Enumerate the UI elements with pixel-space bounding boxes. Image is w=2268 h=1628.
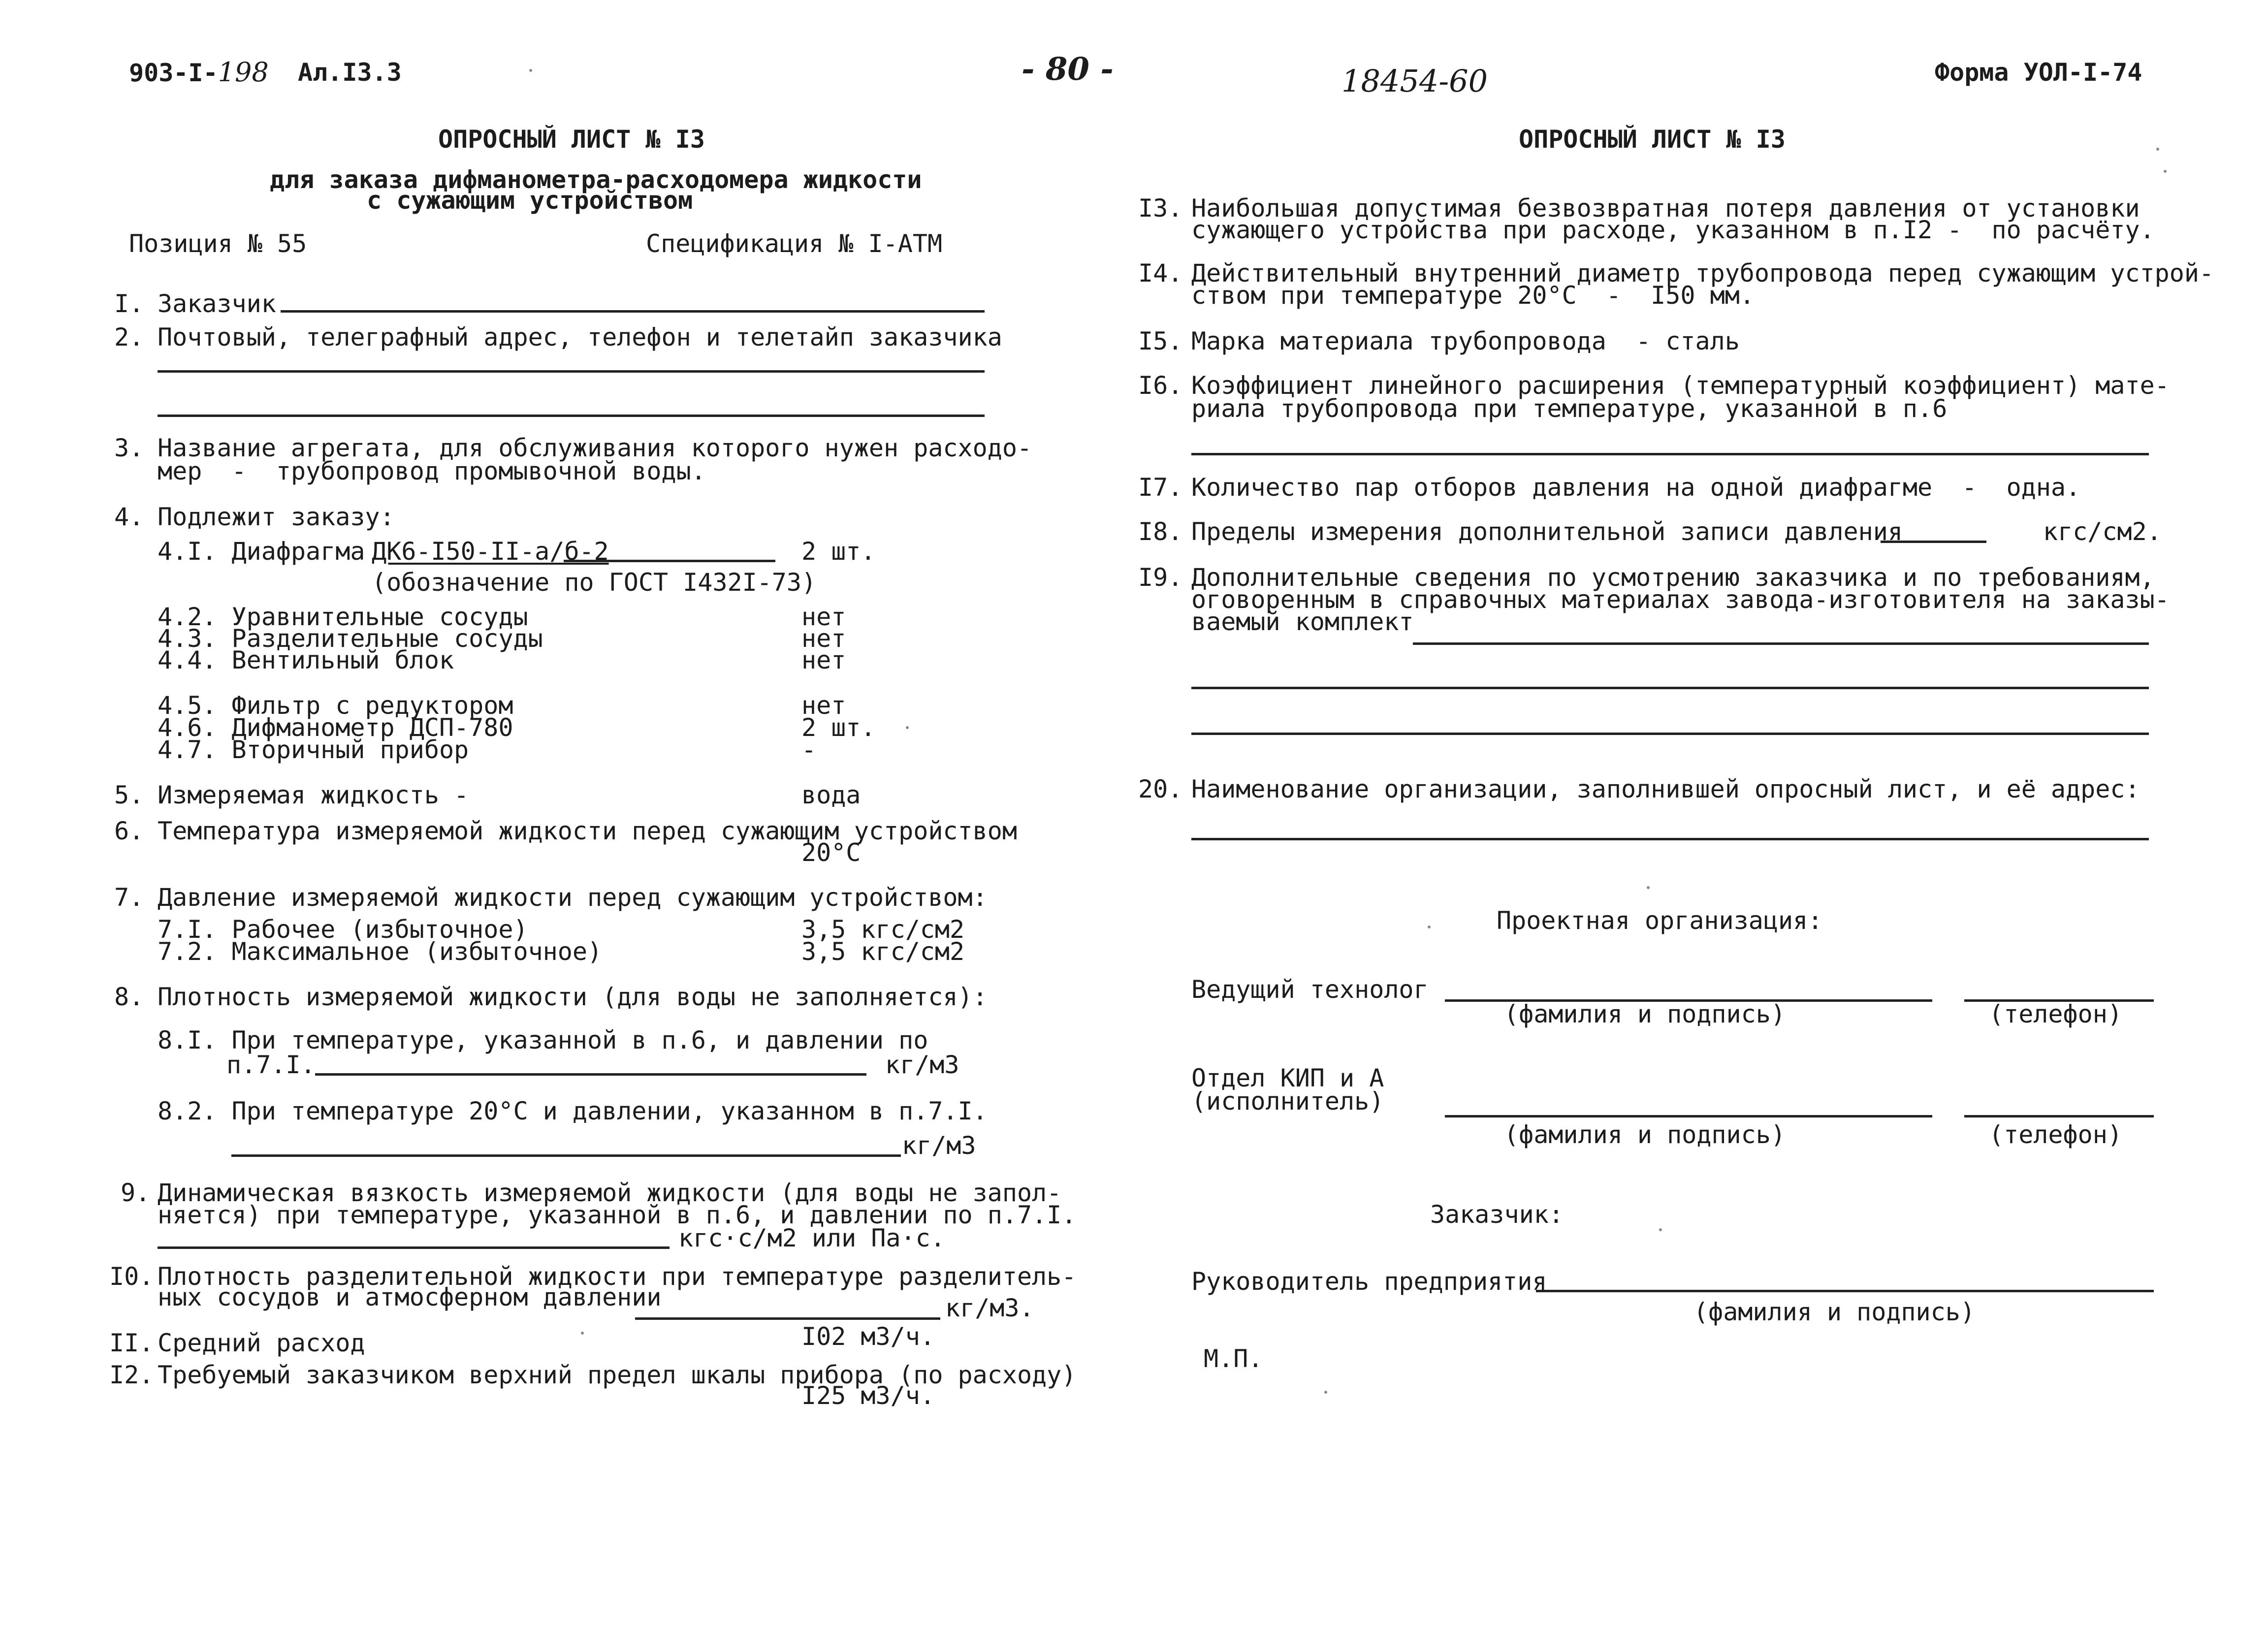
item-10-line-1: Плотность разделительной жидкости при температуре разделитель- (158, 1262, 1077, 1291)
position-number: Позиция № 55 (129, 229, 307, 258)
item-4-3-value: нет (801, 624, 846, 653)
doc-code: 903-I-198 (129, 57, 269, 88)
item-8-2-label: 8.2. При температуре 20°С и давлении, указанном в п.7.I. (158, 1097, 988, 1125)
design-organization-label: Проектная организация: (1497, 906, 1823, 935)
item-7-1-label: 7.I. Рабочее (избыточное) (158, 915, 528, 944)
item-10-field-line (635, 1317, 940, 1320)
item-2-number: 2. (114, 323, 144, 351)
item-8-1-unit: кг/м3 (885, 1051, 959, 1079)
signature-caption-2: (фамилия и подпись) (1504, 1120, 1786, 1149)
item-15-label: Марка материала трубопровода - сталь (1191, 327, 1740, 355)
item-4-2-value: нет (801, 603, 846, 631)
right-title: ОПРОСНЫЙ ЛИСТ № I3 (1519, 125, 1786, 154)
item-6-label: Температура измеряемой жидкости перед сужающим устройством (158, 817, 1017, 845)
item-14-number: I4. (1138, 259, 1183, 287)
handwritten-registry-number: 18454-60 (1342, 63, 1488, 99)
scan-speck (2164, 170, 2167, 173)
director-signature-line (1536, 1290, 2154, 1292)
item-4-4-label: 4.4. Вентильный блок (158, 646, 454, 674)
item-10-unit: кг/м3. (945, 1294, 1034, 1322)
item-20-field-line (1191, 838, 2149, 840)
item-8-number: 8. (114, 983, 144, 1011)
scan-speck (2156, 148, 2159, 151)
item-7-1-value: 3,5 кгс/см2 (801, 915, 965, 944)
item-9-unit: кгс·с/м2 или Па·с. (678, 1224, 945, 1252)
item-6-number: 6. (114, 817, 144, 845)
item-4-1-field-line (564, 560, 775, 562)
item-3-line-2: мер - трубопровод промывочной воды. (158, 457, 706, 485)
item-20-label: Наименование организации, заполнившей опросный лист, и её адрес: (1191, 775, 2140, 803)
item-4-1-qty: 2 шт. (801, 537, 876, 566)
item-16-line-2: риала трубопровода при температуре, указанной в п.6 (1191, 394, 1948, 423)
item-4-1-label: 4.I. Диафрагма (158, 537, 365, 566)
item-19-field-line-3 (1191, 733, 2149, 735)
item-4-2-label: 4.2. Уравнительные сосуды (158, 603, 528, 631)
phone-caption-2: (телефон) (1989, 1120, 2122, 1149)
item-5-label: Измеряемая жидкость - (158, 781, 469, 809)
item-9-field-line (158, 1246, 670, 1249)
item-11-number: II. (109, 1329, 154, 1357)
customer-section-label: Заказчик: (1430, 1200, 1564, 1229)
item-8-label: Плотность измеряемой жидкости (для воды не заполняется): (158, 983, 988, 1011)
item-9-line-2: няется) при температуре, указанной в п.6, и давлении по п.7.I. (158, 1201, 1077, 1229)
address-field-line-2 (158, 415, 985, 417)
item-19-number: I9. (1138, 563, 1183, 592)
item-4-5-label: 4.5. Фильтр с редуктором (158, 691, 513, 720)
item-3-line-1: Название агрегата, для обслуживания которого нужен расходо- (158, 434, 1032, 462)
item-7-number: 7. (114, 883, 144, 912)
item-7-2-label: 7.2. Максимальное (избыточное) (158, 937, 603, 966)
item-4-6-label: 4.6. Дифманометр ДСП-780 (158, 713, 513, 742)
item-1-label: Заказчик (158, 289, 276, 318)
scan-speck (1647, 886, 1650, 889)
item-4-1-note: (обозначение по ГОСТ I432I-73) (372, 568, 817, 597)
item-6-value: 20°С (801, 838, 861, 867)
item-14-line-2: ством при температуре 20°С - I50 мм. (1191, 281, 1755, 310)
item-8-1-field-line (315, 1073, 866, 1076)
form-code: Форма УОЛ-I-74 (1935, 58, 2142, 87)
scan-speck (1324, 1391, 1327, 1394)
item-18-label: Пределы измерения дополнительной записи давления (1191, 517, 1903, 546)
item-19-line-3: ваемый комплект (1191, 607, 1414, 636)
item-17-label: Количество пар отборов давления на одной диафрагме - одна. (1191, 473, 2081, 502)
item-19-field-line-2 (1191, 687, 2149, 689)
lead-technologist-label: Ведущий технолог (1191, 975, 1429, 1004)
item-18-number: I8. (1138, 517, 1183, 546)
item-9-line-1: Динамическая вязкость измеряемой жидкости (для воды не запол- (158, 1179, 1062, 1207)
item-15-number: I5. (1138, 327, 1183, 355)
scan-speck (1428, 926, 1431, 928)
item-4-7-value: - (801, 735, 817, 764)
item-4-5-value: нет (801, 691, 846, 720)
item-12-value: I25 м3/ч. (801, 1381, 935, 1410)
item-4-1-value: ДК6-I50-II-а/б-2 (372, 537, 609, 566)
page-number: - 80 - (1022, 51, 1114, 88)
scan-speck (529, 69, 532, 72)
item-7-label: Давление измеряемой жидкости перед сужающим устройством: (158, 883, 988, 912)
item-8-2-field-line (231, 1154, 901, 1157)
scan-speck (1659, 1228, 1662, 1231)
kip-executor-label: (исполнитель) (1191, 1087, 1384, 1116)
kip-department-label: Отдел КИП и А (1191, 1064, 1384, 1092)
item-9-number: 9. (121, 1179, 151, 1207)
item-11-value: I02 м3/ч. (801, 1322, 935, 1351)
item-18-unit: кгс/см2. (2043, 517, 2162, 546)
left-subtitle-2: с сужающим устройством (367, 186, 693, 215)
item-2-label: Почтовый, телеграфный адрес, телефон и телетайп заказчика (158, 323, 1002, 351)
album-code: Ал.I3.3 (298, 58, 402, 87)
item-16-field-line (1191, 453, 2149, 455)
item-4-6-value: 2 шт. (801, 713, 876, 742)
item-16-line-1: Коэффициент линейного расширения (температурный коэффициент) мате- (1191, 371, 2170, 400)
item-10-number: I0. (109, 1262, 154, 1291)
customer-field-line (281, 310, 985, 313)
item-10-line-2: ных сосудов и атмосферном давлении (158, 1283, 662, 1311)
item-7-2-value: 3,5 кгс/см2 (801, 937, 965, 966)
item-5-value: вода (801, 781, 861, 809)
specification-number: Спецификация № I-АТМ (646, 229, 943, 258)
item-19-line-1: Дополнительные сведения по усмотрению заказчика и по требованиям, (1191, 563, 2155, 592)
item-8-1-line-2: п.7.I. (226, 1051, 316, 1079)
item-8-1-line-1: 8.I. При температуре, указанной в п.6, и давлении по (158, 1026, 928, 1054)
item-8-2-unit: кг/м3 (902, 1131, 976, 1160)
item-18-field-line (1881, 541, 1986, 543)
item-19-field-line-1 (1413, 642, 2149, 645)
kip-phone-line (1964, 1115, 2154, 1117)
item-13-line-1: Наибольшая допустимая безвозвратная потеря давления от установки (1191, 194, 2140, 223)
scan-speck (581, 1332, 584, 1335)
left-subtitle-1: для заказа дифманометра-расходомера жидкости (270, 165, 922, 194)
item-20-number: 20. (1138, 775, 1183, 803)
phone-caption-1: (телефон) (1989, 1000, 2122, 1028)
director-label: Руководитель предприятия (1191, 1267, 1547, 1296)
kip-signature-line (1445, 1115, 1932, 1117)
item-5-number: 5. (114, 781, 144, 809)
item-19-line-2: оговоренным в справочных материалах завода-изготовителя на заказы- (1191, 585, 2170, 614)
item-14-line-1: Действительный внутренний диаметр трубопровода перед сужающим устрой- (1191, 259, 2214, 287)
signature-caption-1: (фамилия и подпись) (1504, 1000, 1786, 1028)
item-12-number: I2. (109, 1361, 154, 1389)
signature-caption-3: (фамилия и подпись) (1693, 1298, 1975, 1326)
item-13-line-2: сужающего устройства при расходе, указанном в п.I2 - по расчёту. (1191, 216, 2155, 244)
address-field-line-1 (158, 370, 985, 373)
item-17-number: I7. (1138, 473, 1183, 502)
item-13-number: I3. (1138, 194, 1183, 223)
item-4-label: Подлежит заказу: (158, 503, 395, 531)
item-4-4-value: нет (801, 646, 846, 674)
doc-code-handwritten: 198 (218, 57, 269, 88)
stamp-place-label: М.П. (1204, 1344, 1263, 1373)
scan-speck (906, 726, 909, 729)
item-4-3-label: 4.3. Разделительные сосуды (158, 624, 543, 653)
item-16-number: I6. (1138, 371, 1183, 400)
item-4-number: 4. (114, 503, 144, 531)
item-4-7-label: 4.7. Вторичный прибор (158, 735, 469, 764)
item-11-label: Средний расход (158, 1329, 365, 1357)
item-1-number: I. (114, 289, 144, 318)
item-12-label: Требуемый заказчиком верхний предел шкалы прибора (по расходу) (158, 1361, 1077, 1389)
item-3-number: 3. (114, 434, 144, 462)
left-title: ОПРОСНЫЙ ЛИСТ № I3 (438, 125, 705, 154)
